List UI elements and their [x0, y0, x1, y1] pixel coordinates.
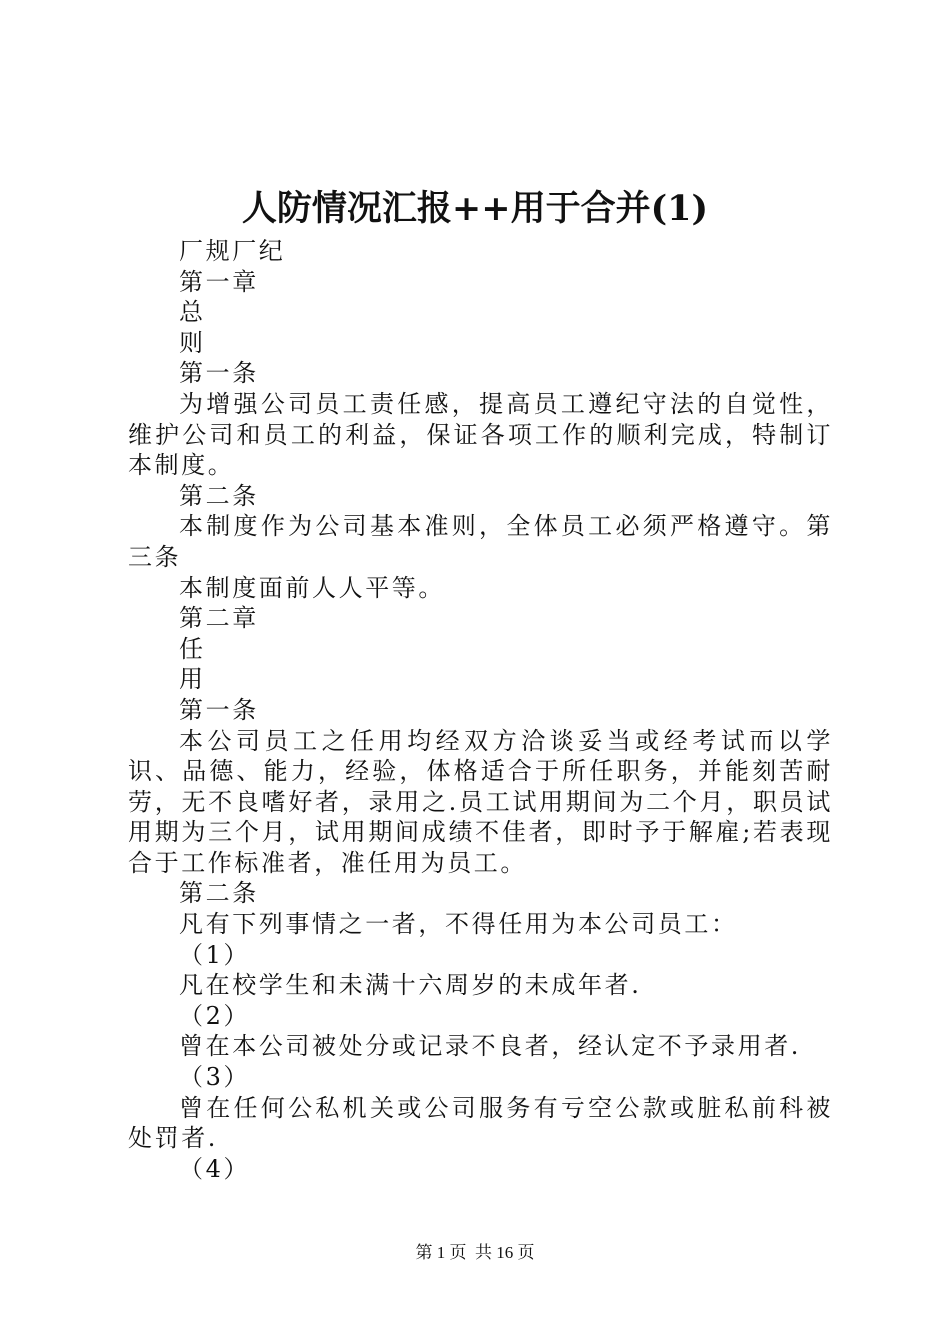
paragraph: 凡有下列事情之一者，不得任用为本公司员工：: [179, 910, 738, 939]
paragraph: 曾在本公司被处分或记录不良者，经认定不予录用者.: [179, 1032, 802, 1061]
paragraph: 任: [179, 634, 206, 663]
page-footer: [0, 1241, 950, 1265]
paragraph: （4）: [179, 1154, 251, 1183]
paragraph: 第一章: [179, 267, 259, 296]
paragraph: 第二条: [179, 879, 259, 908]
paragraph: 第一条: [179, 359, 259, 388]
paragraph: 第二章: [179, 604, 259, 633]
paragraph: 总: [179, 298, 206, 327]
document-title: 人防情况汇报++用于合并(1): [241, 188, 709, 229]
paragraph: 用: [179, 665, 206, 694]
paragraph: 本制度作为公司基本准则，全体员工必须严格遵守。第三条: [128, 512, 833, 571]
paragraph: 凡在校学生和未满十六周岁的未成年者.: [179, 971, 642, 1000]
paragraph: 为增强公司员工责任感，提高员工遵纪守法的自觉性，维护公司和员工的利益，保证各项工作的顺利完成，特制订本制度。: [128, 389, 833, 480]
document-body: [128, 236, 833, 1184]
paragraph: 第二条: [179, 481, 259, 510]
paragraph: （2）: [179, 1001, 251, 1030]
paragraph: 曾在任何公私机关或公司服务有亏空公款或脏私前科被处罚者.: [128, 1093, 833, 1153]
paragraph: （3）: [179, 1063, 251, 1092]
paragraph: （1）: [179, 940, 251, 969]
paragraph: 本制度面前人人平等。: [179, 573, 445, 602]
paragraph: 本公司员工之任用均经双方洽谈妥当或经考试而以学识、品德、能力，经验，体格适合于所任职务，并能刻苦耐劳，无不良嗜好者，录用之.员工试用期间为二个月，职员试用期为三个月，试用期间成绩不佳者，即时予于解雇;若表现合于工作标准者，准任用为员工。: [128, 726, 833, 877]
paragraph: 则: [179, 328, 206, 357]
paragraph: 第一条: [179, 695, 259, 724]
page-number-label: 第 1 页 共 16 页: [415, 1243, 535, 1262]
paragraph: 厂规厂纪: [179, 237, 286, 265]
